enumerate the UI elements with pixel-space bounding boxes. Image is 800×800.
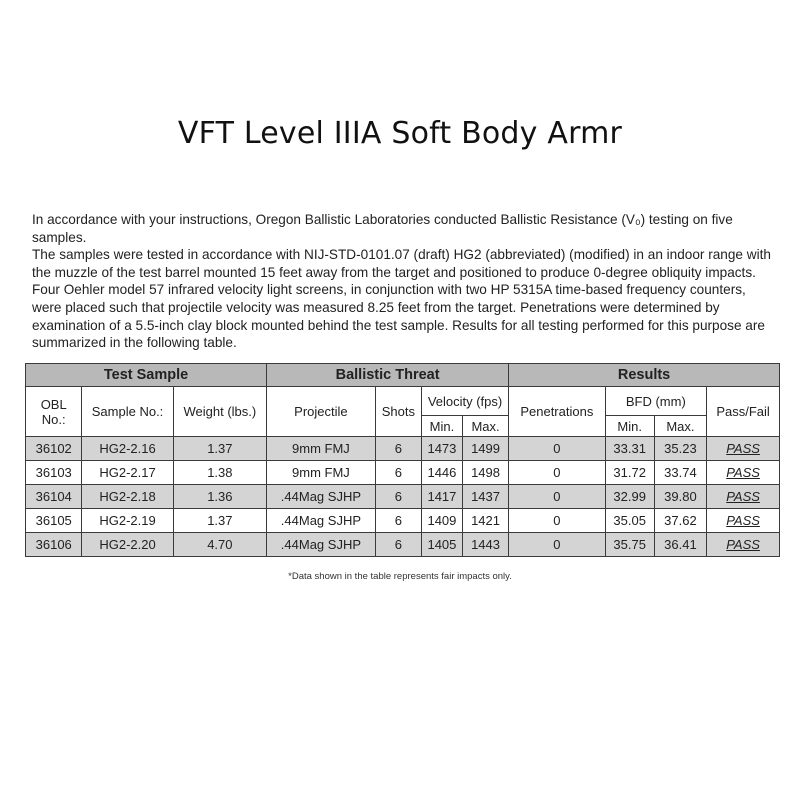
header-projectile: Projectile [267, 387, 376, 437]
header-pass-fail: Pass/Fail [707, 387, 780, 437]
header-bfd-min: Min. [605, 416, 654, 437]
cell-projectile: 9mm FMJ [267, 461, 376, 485]
group-header-row [26, 364, 780, 387]
cell-bfd-max: 33.74 [654, 461, 706, 485]
table-row [26, 437, 780, 461]
cell-result: PASS [707, 533, 780, 557]
cell-sample: HG2-2.20 [82, 533, 173, 557]
cell-bfd-min: 33.31 [605, 437, 654, 461]
cell-velocity-max: 1421 [462, 509, 508, 533]
cell-shots: 6 [375, 461, 421, 485]
intro-text [32, 211, 772, 352]
cell-shots: 6 [375, 509, 421, 533]
cell-shots: 6 [375, 533, 421, 557]
cell-result: PASS [707, 461, 780, 485]
header-sample: Sample No.: [82, 387, 173, 437]
cell-projectile: .44Mag SJHP [267, 533, 376, 557]
cell-bfd-min: 35.05 [605, 509, 654, 533]
table-row [26, 533, 780, 557]
cell-bfd-min: 32.99 [605, 485, 654, 509]
cell-velocity-max: 1499 [462, 437, 508, 461]
cell-weight: 1.37 [173, 437, 266, 461]
cell-shots: 6 [375, 437, 421, 461]
column-header-row [26, 387, 780, 416]
header-bfd: BFD (mm) [605, 387, 707, 416]
cell-weight: 4.70 [173, 533, 266, 557]
cell-penetrations: 0 [509, 509, 605, 533]
cell-velocity-min: 1417 [421, 485, 462, 509]
cell-projectile: .44Mag SJHP [267, 509, 376, 533]
cell-bfd-min: 35.75 [605, 533, 654, 557]
cell-sample: HG2-2.16 [82, 437, 173, 461]
cell-shots: 6 [375, 485, 421, 509]
cell-result: PASS [707, 509, 780, 533]
cell-projectile: 9mm FMJ [267, 437, 376, 461]
cell-sample: HG2-2.18 [82, 485, 173, 509]
table-row [26, 461, 780, 485]
cell-weight: 1.38 [173, 461, 266, 485]
cell-penetrations: 0 [509, 437, 605, 461]
header-velocity: Velocity (fps) [421, 387, 508, 416]
header-obl: OBL No.: [26, 387, 82, 437]
group-test-sample: Test Sample [26, 364, 267, 387]
header-penetrations: Penetrations [509, 387, 605, 437]
cell-obl: 36105 [26, 509, 82, 533]
cell-obl: 36103 [26, 461, 82, 485]
cell-velocity-min: 1409 [421, 509, 462, 533]
cell-velocity-min: 1446 [421, 461, 462, 485]
table-row [26, 509, 780, 533]
cell-velocity-max: 1443 [462, 533, 508, 557]
group-ballistic-threat: Ballistic Threat [267, 364, 509, 387]
cell-obl: 36104 [26, 485, 82, 509]
cell-bfd-min: 31.72 [605, 461, 654, 485]
cell-bfd-max: 39.80 [654, 485, 706, 509]
header-weight: Weight (lbs.) [173, 387, 266, 437]
header-velocity-min: Min. [421, 416, 462, 437]
cell-projectile: .44Mag SJHP [267, 485, 376, 509]
cell-penetrations: 0 [509, 461, 605, 485]
cell-result: PASS [707, 485, 780, 509]
cell-bfd-max: 37.62 [654, 509, 706, 533]
cell-result: PASS [707, 437, 780, 461]
cell-velocity-min: 1405 [421, 533, 462, 557]
cell-weight: 1.36 [173, 485, 266, 509]
page-title: VFT Level IIIA Soft Body Armr [177, 116, 623, 151]
cell-bfd-max: 35.23 [654, 437, 706, 461]
header-shots: Shots [375, 387, 421, 437]
cell-sample: HG2-2.17 [82, 461, 173, 485]
cell-velocity-min: 1473 [421, 437, 462, 461]
cell-sample: HG2-2.19 [82, 509, 173, 533]
table-footnote: *Data shown in the table represents fair impacts only. [288, 571, 512, 582]
cell-velocity-max: 1498 [462, 461, 508, 485]
cell-obl: 36106 [26, 533, 82, 557]
cell-obl: 36102 [26, 437, 82, 461]
intro-paragraph-1: In accordance with your instructions, Oregon Ballistic Laboratories conducted Ballistic Resistance (V₀) testing on five samples. [32, 212, 733, 245]
results-table [25, 363, 780, 557]
intro-paragraph-2: The samples were tested in accordance with NIJ-STD-0101.07 (draft) HG2 (abbreviated) (modified) in an indoor range with the muzzle of the test barrel mounted 15 feet away from the target and positioned to produce 0-degree obliquity impacts. Four Oehler model 57 infrared velocity light screens, in conjunction with two HP 5315A time-based frequency counters, were placed such that projectile velocity was measured 8.25 feet from the target. Penetrations were determined by examination of a 5.5-inch clay block mounted behind the test sample. Results for all testing performed for this purpose are summarized in the following table. [32, 247, 771, 351]
group-results: Results [509, 364, 780, 387]
cell-weight: 1.37 [173, 509, 266, 533]
table-row [26, 485, 780, 509]
cell-bfd-max: 36.41 [654, 533, 706, 557]
header-bfd-max: Max. [654, 416, 706, 437]
cell-penetrations: 0 [509, 533, 605, 557]
cell-velocity-max: 1437 [462, 485, 508, 509]
header-velocity-max: Max. [462, 416, 508, 437]
cell-penetrations: 0 [509, 485, 605, 509]
